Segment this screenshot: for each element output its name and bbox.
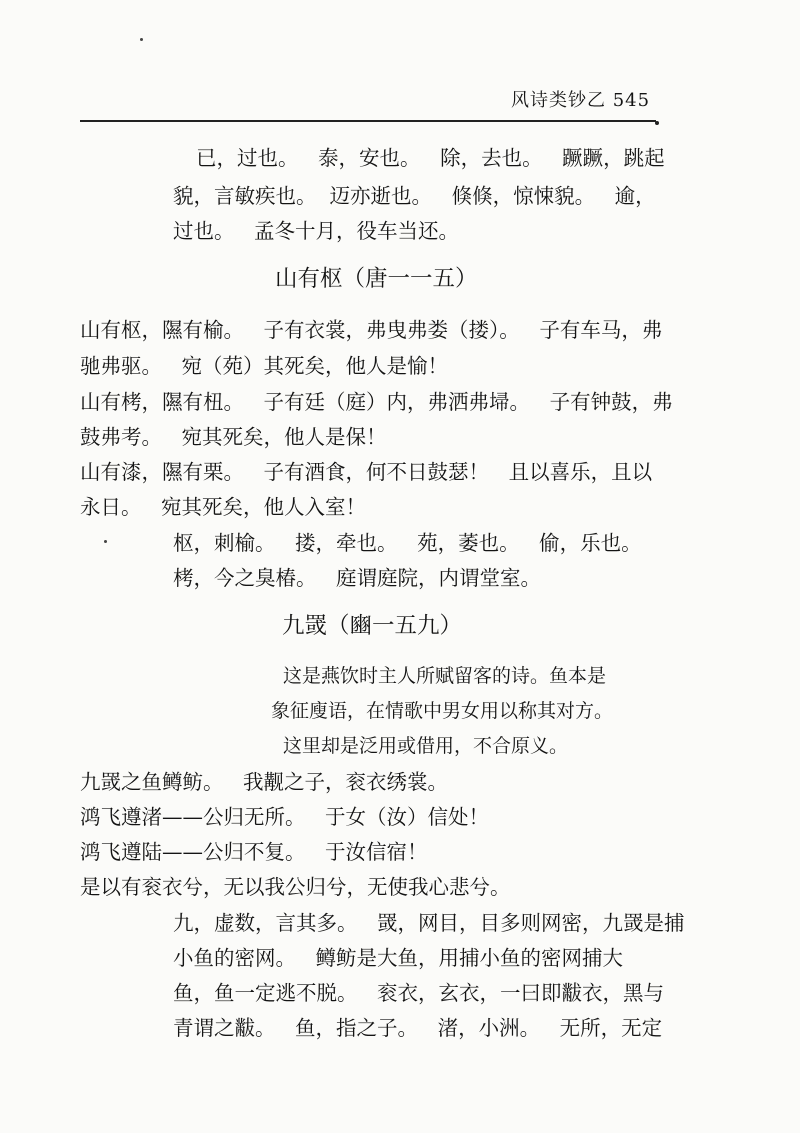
poem-line: 鸿飞遵渚——公归无所。 于女（汝）信处！ (80, 805, 490, 829)
note-line: 栲，今之臭椿。 庭谓庭院，内谓堂室。 (173, 566, 542, 590)
poem-line: 鼓弗考。 宛其死矣，他人是保！ (80, 425, 387, 449)
speck-mark (104, 540, 107, 543)
poem-line: 山有栲，隰有杻。 子有廷（庭）内，弗洒弗埽。 子有钟鼓，弗 (80, 390, 673, 414)
section-heading: 山有枢（唐一一五） (275, 266, 478, 292)
body-line: 过也。 孟冬十月，役车当还。 (173, 219, 460, 243)
section-heading: 九罭（豳一五九） (282, 613, 463, 639)
poem-line: 驰弗驱。 宛（苑）其死矣，他人是愉！ (80, 354, 449, 378)
running-header: 风诗类钞乙 545 (511, 90, 651, 111)
poem-line: 是以有衮衣兮，无以我公归兮，无使我心悲兮。 (80, 875, 511, 899)
header-rule (80, 120, 656, 122)
speck-mark (140, 38, 143, 41)
poem-line: 九罭之鱼鳟鲂。 我觏之子，衮衣绣裳。 (80, 770, 449, 794)
note-line: 鱼，鱼一定逃不脱。 衮衣，玄衣，一曰即黻衣，黑与 (173, 981, 665, 1005)
poem-line: 山有漆，隰有栗。 子有酒食，何不日鼓瑟！ 且以喜乐，且以 (80, 460, 653, 484)
preface-line: 这是燕饮时主人所赋留客的诗。鱼本是 (283, 665, 607, 687)
poem-line: 山有枢，隰有榆。 子有衣裳，弗曳弗娄（搂）。 子有车马，弗 (80, 318, 663, 342)
note-line: 小鱼的密网。 鳟鲂是大鱼，用捕小鱼的密网捕大 (173, 946, 624, 970)
body-line: 貌，言敏疾也。 迈亦逝也。 倏倏，惊悚貌。 逾， (173, 184, 656, 208)
body-line: 已，过也。 泰，安也。 除，去也。 蹶蹶，跳起 (196, 146, 665, 170)
note-line: 枢，刺榆。 搂，牵也。 苑，萎也。 偷，乐也。 (173, 531, 642, 555)
header-rule-dot (655, 121, 659, 125)
poem-line: 鸿飞遵陆——公归不复。 于汝信宿！ (80, 840, 428, 864)
note-line: 九，虚数，言其多。 罭，网目，目多则网密，九罭是捕 (173, 911, 685, 935)
poem-line: 永日。 宛其死矣，他人入室！ (80, 495, 367, 519)
preface-line: 象征廋语，在情歌中男女用以称其对方。 (271, 700, 614, 722)
preface-line: 这里却是泛用或借用，不合原义。 (283, 735, 569, 757)
note-line: 青谓之黻。 鱼，指之子。 渚，小洲。 无所，无定 (173, 1016, 663, 1040)
